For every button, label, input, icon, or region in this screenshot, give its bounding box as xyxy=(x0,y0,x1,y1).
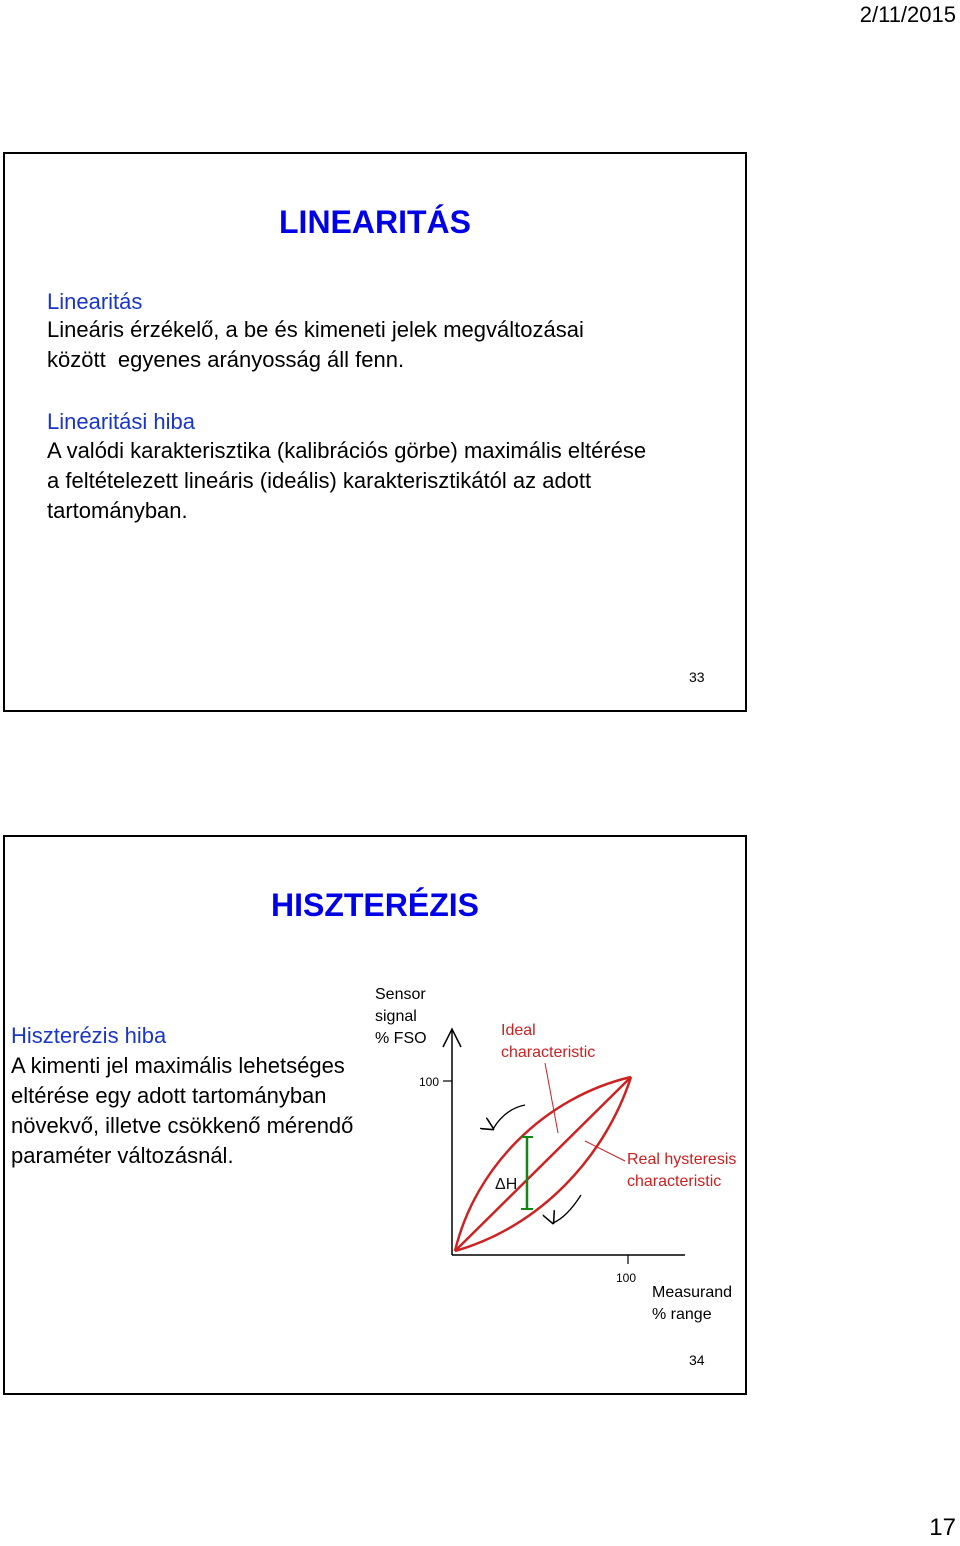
real-label-line1: Real hysteresis xyxy=(627,1151,737,1168)
slide-title: LINEARITÁS xyxy=(279,204,471,240)
ideal-pointer-line xyxy=(545,1063,558,1133)
hysteresis-figure xyxy=(345,977,745,1337)
page-date: 2/11/2015 xyxy=(859,2,956,27)
text-line: eltérése egy adott tartományban xyxy=(11,1083,327,1108)
y-axis-label-line1: Sensor xyxy=(375,986,426,1003)
real-pointer-line xyxy=(585,1141,625,1161)
slide-number: 33 xyxy=(689,669,705,685)
x-tick-label: 100 xyxy=(616,1271,637,1285)
text-line: A valódi karakterisztika (kalibrációs görbe) maximális eltérése xyxy=(47,438,647,463)
section-heading-linearitasi-hiba: Linearitási hiba xyxy=(47,409,195,434)
section-heading-linearitas: Linearitás xyxy=(47,289,143,314)
text-line: paraméter változásnál. xyxy=(11,1143,234,1168)
text-line: között egyenes arányosság áll fenn. xyxy=(47,347,405,372)
text-line: tartományban. xyxy=(47,498,188,523)
section-body-linearitasi-hiba xyxy=(47,436,646,526)
slide-linearitas xyxy=(3,152,747,712)
section-body-linearitas xyxy=(47,315,584,375)
x-axis-label-line2: % range xyxy=(652,1306,712,1323)
slide-title: HISZTERÉZIS xyxy=(270,887,479,923)
real-label-line2: characteristic xyxy=(627,1173,722,1190)
slide-number: 34 xyxy=(689,1352,705,1368)
y-tick-label: 100 xyxy=(419,1075,440,1089)
section-body-hiszterezis xyxy=(11,1051,353,1171)
text-line: Lineáris érzékelő, a be és kimeneti jelek megváltozásai xyxy=(47,317,584,342)
section-heading-hiszterezis-hiba: Hiszterézis hiba xyxy=(11,1023,167,1048)
ideal-label-line1: Ideal xyxy=(501,1022,536,1039)
ideal-characteristic-line xyxy=(455,1077,631,1251)
text-line: A kimenti jel maximális lehetséges xyxy=(11,1053,345,1078)
x-axis-label-line1: Measurand xyxy=(652,1284,733,1301)
page-number: 17 xyxy=(929,1514,956,1541)
slide-hiszterezis xyxy=(3,835,747,1395)
direction-arrow-up-icon xyxy=(493,1105,525,1129)
delta-h-label: ΔH xyxy=(495,1176,518,1193)
text-line: növekvő, illetve csökkenő mérendő xyxy=(11,1113,354,1138)
text-line: a feltételezett lineáris (ideális) karakterisztikától az adott xyxy=(47,468,592,493)
y-axis-label-line2: signal xyxy=(375,1008,417,1025)
direction-arrow-down-icon xyxy=(553,1195,581,1223)
y-axis-label-line3: % FSO xyxy=(375,1030,427,1047)
ideal-label-line2: characteristic xyxy=(501,1044,596,1061)
